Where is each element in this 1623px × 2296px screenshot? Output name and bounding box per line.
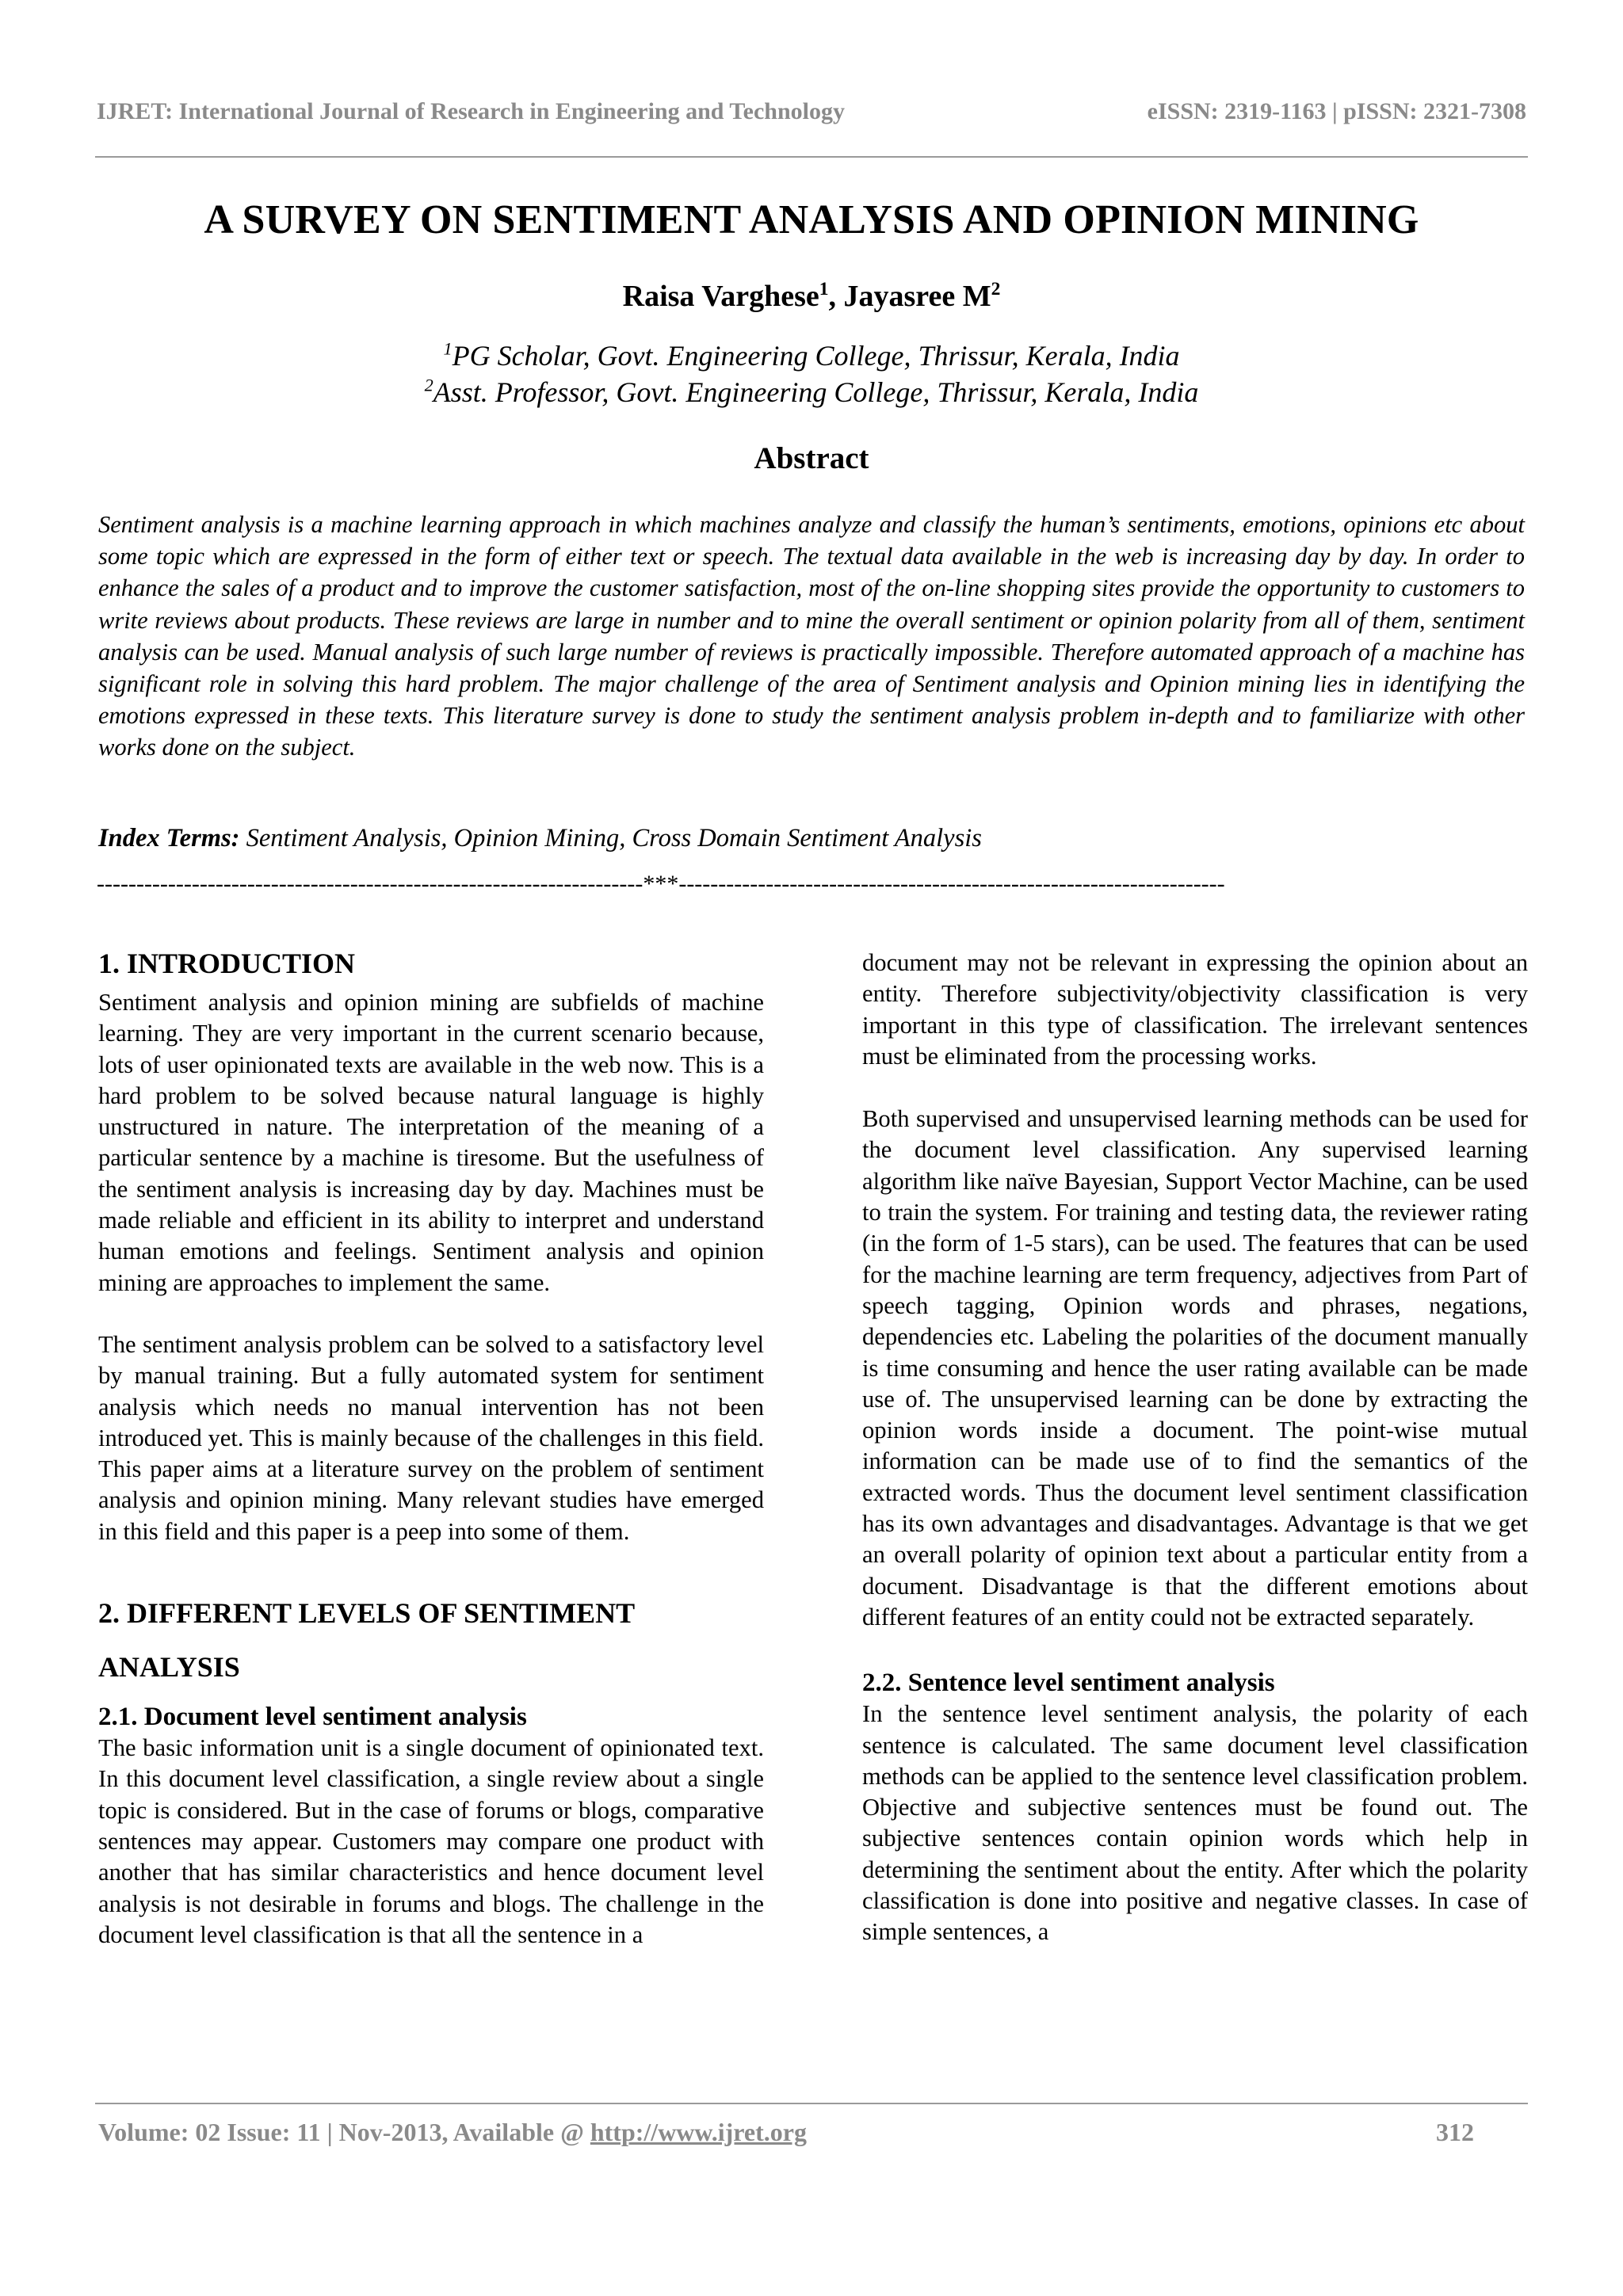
index-terms — [98, 824, 1525, 853]
introduction-heading: 1. INTRODUCTION — [98, 948, 356, 979]
footer-rule — [95, 2103, 1528, 2104]
paper-title: A SURVEY ON SENTIMENT ANALYSIS AND OPINION MINING — [204, 197, 1419, 242]
abstract-text: Sentiment analysis is a machine learning approach in which machines analyze and classify the human’s sentiments, emotions, opinions etc about some topic which are expressed in the form of either text or speech. The textual data available in the web is increasing day by day. In order to enhance the sales of a product and to improve the customer satisfaction, most of the on-line shopping sites provide the opportunity to customers to write reviews about products. These reviews are large in number and to mine the overall sentiment or opinion polarity from all of them, sentiment analysis can be used. Manual analysis of such large number of reviews is practically impossible. Therefore automated approach of a machine has significant role in solving this hard problem. The major challenge of the area of Sentiment analysis and Opinion mining lies in identifying the emotions expressed in these texts. This literature survey is done to study the sentiment analysis problem in-depth and to familiarize with other works done on the subject. — [98, 511, 1525, 761]
section-separator: ---------------------------------------------------------------------***--------------------------------------------------------------------- — [97, 871, 1225, 897]
journal-header: IJRET: International Journal of Research in Engineering and Technology — [97, 98, 846, 124]
intro-paragraph-2: The sentiment analysis problem can be solved to a satisfactory level by manual training. But a fully automated system for sentiment analysis which needs no manual intervention has not been introduced yet. This is mainly because of the challenges in this field. This paper aims at a literature survey on the problem of sentiment analysis and opinion mining. Many relevant studies have emerged in this field and this paper is a peep into some of them. — [98, 1330, 764, 1545]
sentence-level-paragraph: In the sentence level sentiment analysis, the polarity of each sentence is calculated. The same document level classification methods can be applied to the sentence level classification problem. Objective and subjective sentences must be found out. The subjective sentences contain opinion words which help in determining the sentiment about the entity. After which the polarity classification is done into positive and negative classes. In case of simple sentences, a — [862, 1700, 1528, 1946]
levels-heading-line-2: ANALYSIS — [98, 1651, 240, 1684]
document-level-paragraph: The basic information unit is a single document of opinionated text. In this document level classification, a single review about a single topic is considered. But in the case of forums or blogs, comparative sentences may appear. Customers may compare one product with another that has similar characteristics and hence document level analysis is not desirable in forums and blogs. The challenge in the document level classification is that all the sentence in a — [98, 1734, 764, 1948]
right-column — [862, 948, 1528, 1948]
index-terms-text: Sentiment Analysis, Opinion Mining, Cross Domain Sentiment Analysis — [239, 824, 982, 852]
footer-volume-text: Volume: 02 Issue: 11 | Nov-2013, Available @ — [98, 2118, 590, 2146]
sentence-level-heading: 2.2. Sentence level sentiment analysis — [862, 1669, 1275, 1698]
affiliation-2 — [0, 376, 1623, 409]
page-number: 312 — [1436, 2118, 1474, 2146]
issn-header: eISSN: 2319-1163 | pISSN: 2321-7308 — [1147, 98, 1526, 124]
affiliation-text: PG Scholar, Govt. Engineering College, Thrissur, Kerala, India — [452, 340, 1180, 372]
affiliation-1 — [0, 339, 1623, 372]
footer-volume — [98, 2118, 807, 2147]
affiliation-text: Asst. Professor, Govt. Engineering College, Thrissur, Kerala, India — [433, 376, 1199, 408]
author-sup: 1 — [819, 278, 829, 299]
index-terms-label: Index Terms: — [98, 824, 240, 852]
author-sup: 2 — [991, 278, 1001, 299]
affiliation-sup: 2 — [424, 375, 433, 395]
document-level-paragraph-2: Both supervised and unsupervised learning methods can be used for the document level classification. Any supervised learning algorithm like naïve Bayesian, Support Vector Machine, can be used to train the system. For training and testing data, the reviewer rating (in the form of 1-5 stars), can be used. The features that can be used for the machine learning are term frequency, adjectives from Part of speech tagging, Opinion words and phrases, negations, dependencies etc. Labeling the polarities of the document manually is time consuming and hence the user rating available can be made use of. The unsupervised learning can be done by extracting the opinion words inside a document. The point-wise mutual information can be made use of to find the semantics of the extracted words. Thus the document level sentiment classification has its own advantages and disadvantages. Advantage is that we get an overall polarity of opinion text about a particular entity from a document. Disadvantage is that the different emotions about different features of an entity could not be extracted separately. — [862, 1105, 1528, 1630]
journal-url-link[interactable]: http://www.ijret.org — [590, 2118, 807, 2146]
author-name: Jayasree M — [843, 280, 991, 313]
document-level-paragraph-continued: document may not be relevant in expressing the opinion about an entity. Therefore subjectivity/objectivity classification is very important in this type of classification. The irrelevant sentences must be eliminated from the processing works. — [862, 949, 1528, 1070]
author-name: Raisa Varghese — [622, 280, 819, 313]
levels-heading-line-1: 2. DIFFERENT LEVELS OF SENTIMENT — [98, 1597, 636, 1630]
author-list — [0, 279, 1623, 314]
intro-paragraph-1: Sentiment analysis and opinion mining are subfields of machine learning. They are very important in the current scenario because, lots of user opinionated texts are available in the web now. This is a hard problem to be solved because natural language is highly unstructured in nature. The interpretation of the meaning of a particular sentence by a machine is tiresome. But the usefulness of the sentiment analysis is increasing day by day. Machines must be made reliable and efficient in its ability to interpret and understand human emotions and feelings. Sentiment analysis and opinion mining are approaches to implement the same. — [98, 989, 764, 1296]
abstract-heading: Abstract — [754, 441, 869, 475]
author-separator: , — [828, 280, 844, 313]
left-column — [98, 945, 764, 1951]
header-rule — [95, 156, 1528, 158]
document-level-heading: 2.1. Document level sentiment analysis — [98, 1703, 527, 1732]
affiliation-sup: 1 — [443, 338, 453, 359]
